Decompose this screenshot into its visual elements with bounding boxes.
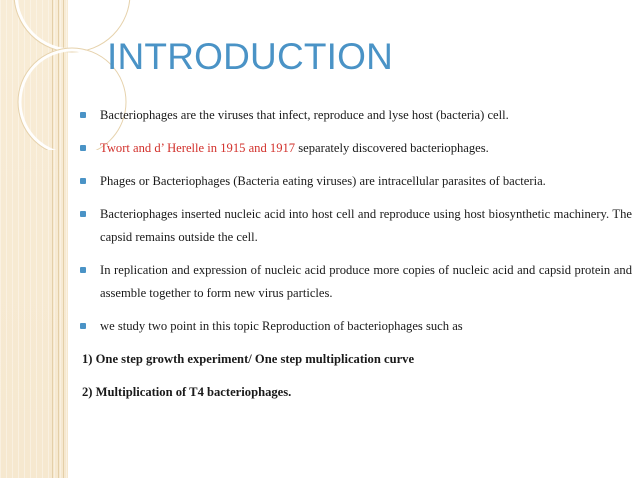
bullet-icon — [80, 267, 86, 273]
bullet-highlight: Twort and d’ Herelle in 1915 and 1917 — [100, 141, 296, 155]
bullet-text: Bacteriophages are the viruses that infect, reproduce and lyse host (bacteria) cell. — [100, 108, 509, 122]
bullet-text: In replication and expression of nucleic acid produce more copies of nucleic acid and capsid protein and assemble together to form new virus particles. — [100, 263, 632, 300]
bullet-item — [80, 203, 632, 249]
bullet-item — [80, 315, 632, 338]
step-heading: 2) Multiplication of T4 bacteriophages. — [82, 385, 292, 399]
bullet-item — [80, 259, 632, 305]
bullet-item — [80, 137, 632, 160]
bullet-icon — [80, 145, 86, 151]
bullet-text: Bacteriophages inserted nucleic acid into host cell and reproduce using host biosynthetic machinery. The capsid remains outside the cell. — [100, 207, 632, 244]
bullet-text: Phages or Bacteriophages (Bacteria eating viruses) are intracellular parasites of bacteria. — [100, 174, 546, 188]
bullet-icon — [80, 178, 86, 184]
bullet-item — [80, 170, 632, 193]
bullet-icon — [80, 323, 86, 329]
slide-title: INTRODUCTION — [107, 36, 394, 77]
bullet-text: we study two point in this topic Reproduction of bacteriophages such as — [100, 319, 463, 333]
bullet-icon — [80, 112, 86, 118]
bullet-item — [80, 104, 632, 127]
step-heading: 1) One step growth experiment/ One step multiplication curve — [82, 352, 415, 366]
bullet-icon — [80, 211, 86, 217]
bullet-text: separately discovered bacteriophages. — [295, 141, 489, 155]
slide-body — [80, 104, 632, 414]
